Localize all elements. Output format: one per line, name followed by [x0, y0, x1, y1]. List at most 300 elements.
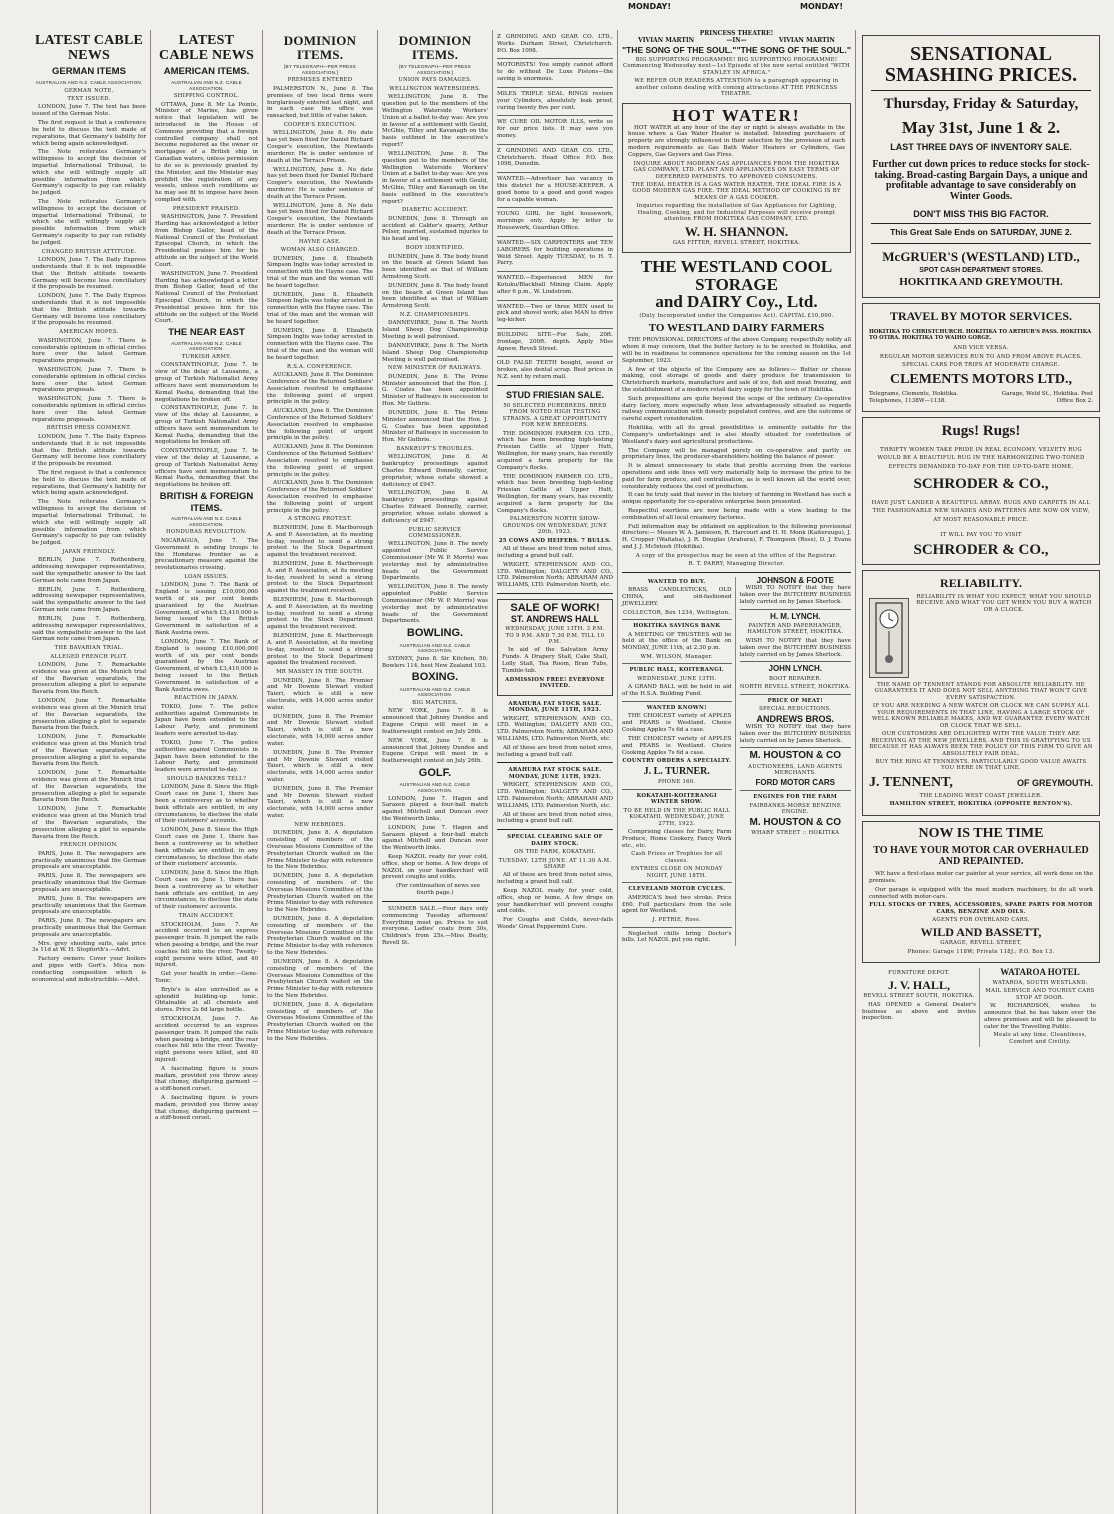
ad-line: RELIABILITY IS WHAT YOU EXPECT, WHAT YOU SHOULD RECEIVE AND WHAT YOU GET WHEN YOU BUY A WATCH OR A CLOCK. [916, 593, 1092, 613]
subhead: THE BAVARIAN TRIAL. [54, 645, 124, 652]
paragraph: It is almost unnecessary to state that profits accruing from the various operations and side lines will very materially help to increase the price to be paid for farm produce, and centralisation, as is well known all the world over, considerably reduces the cost of production. [622, 463, 851, 490]
paragraph: HOT WATER at any hour of the day or night is always available in the house where a Gas Water Heater is installed. Intending purchasers of property are strongly influenced in their selection by the provision of such modern requirements as Gas Bath Water Heaters or Cylinders, Gas Coppers, Gas Geysers and Gas Fires. [628, 124, 845, 158]
ad-title: W. H. SHANNON. [684, 223, 789, 239]
divider [622, 619, 732, 620]
subhead: R.S.A. CONFERENCE. [286, 363, 354, 370]
ad-title: ST. ANDREWS HALL [510, 613, 600, 624]
ad-title: PUBLIC HALL, KOITERANGI. [629, 667, 725, 674]
ad-line: OUR CUSTOMERS ARE DELIGHTED WITH THE VALUE THEY ARE RECEIVING AT THE NEW JEWELLERS, AND THIS IS GRATIFYING TO US BECAUSE IT HAS ALWAYS BEEN THE POLICY OF THIS FIRM TO GIVE AN ABSOLUTELY FAIR DEAL. [869, 731, 1093, 757]
ad-title: TRAVEL BY MOTOR SERVICES. [889, 308, 1073, 323]
divider [497, 271, 613, 272]
lower-left-ads [622, 577, 736, 946]
tennent-ad [862, 570, 1100, 816]
section-title: BOWLING. [406, 627, 464, 640]
paragraph: WELLINGTON, June 8. At bankruptcy proceedings against Charles Edward Donnelly, carrier, proprietor, whose estate showed a deficiency of £947. [382, 454, 488, 488]
theatre-line: WE REFER OUR READERS ATTENTION to a paragraph appearing in another column dealing with coming attractions AT THE PRINCESS THEATRE. [634, 78, 839, 98]
ad-title: J. L. TURNER. [643, 765, 710, 777]
divider [497, 207, 613, 208]
paragraph: DUNEDIN, June 8. The Premier and Mr Downie Stewart visited Taieri, which is still a new electorate, with 14,000 acres under water. [267, 713, 373, 747]
ad-line: PHONE 160. [657, 779, 696, 786]
paragraph: SYDNEY, June 8. Sir Kitchen, 50; Bowlers 114, best New Zealand 103. [382, 655, 488, 669]
paragraph: LONDON, June 7. Hagen and Sarazen played a four-ball match against Mitchell and Duncan over the Wentworth links. [382, 795, 488, 822]
ad-title: M. HOUSTON & CO [749, 816, 841, 828]
ad-line: BUY THE RING AT TENNENTS. PARTICULARLY GOOD VALUE AWAITS YOU HERE IN THAT LINE. [875, 758, 1087, 772]
subhead: NEW HEBRIDES. [294, 821, 346, 828]
divider [740, 790, 852, 791]
ad-title: TO HAVE YOUR MOTOR CAR OVERHAULED AND REPAINTED. [873, 845, 1089, 867]
paragraph: (For continuation of news see fourth page.) [395, 883, 481, 897]
ad-line: FAIRBANKS-MORSE BENZINE ENGINE. [749, 802, 842, 816]
ad-title: OF GREYMOUTH. [1017, 777, 1093, 788]
ad-line: J. PETRIE, Ross. [652, 917, 701, 924]
paragraph: PALMERSTON N., June 8. The premises of two local firms were burglariously entered last night, and in each case the office was ransacked, but little of value taken. [267, 85, 373, 120]
paragraph: LONDON, June 7. The Daily Express understands that it is not impossible that the British attitude towards Germany will become less conciliatory if the proposals be resumed. [32, 433, 146, 468]
paragraph: DUNEDIN, June 8. The body found on the beach at Green Island has been identified as that of William Armstrong Scott. [382, 253, 488, 280]
wild-bassett-ad [862, 821, 1100, 963]
ad-line: BOOT REPAIRER. [769, 675, 822, 682]
ad-line: REVELL STREET SOUTH, HOKITIKA. [863, 993, 975, 1000]
ad-line: IF YOU ARE NEEDING A NEW WATCH OR CLOCK WE CAN SUPPLY ALL YOUR REQUIREMENTS IN THAT LINE, HAVING A LARGE STOCK OF WELL KNOWN RELIABLE MAKES, AND WE GUARANTEE EVERY WATCH OR CLOCK THAT WE SELL. [872, 703, 1090, 729]
ad-line: THE NAME OF TENNENT STANDS FOR ABSOLUTE RELIABILITY. HE GUARANTEES IT AND DOES NOT SELL ANYTHING THAT WON'T GIVE EVERY SATISFACTION. [874, 681, 1088, 701]
ad-title: Thursday, Friday & Saturday, [883, 96, 1079, 112]
hot-water-ad [622, 103, 851, 253]
paragraph: LONDON, June 7. The Daily Express understands that it is not impossible that the British attitude towards Germany will become less conciliatory if the proposals be resumed. [32, 257, 146, 291]
paragraph: Neglected chills bring Doctor's bills. Let NAZOL put you right. [622, 930, 732, 944]
lower-right-ads [740, 577, 852, 946]
ad-line: SPECIAL REDUCTIONS. [759, 706, 832, 713]
paragraph: DUNEDIN, June 8. Through an accident at Calder's quarry, Arthur Pelser, married, sustained injuries to his head and leg. [382, 215, 488, 243]
star-in: —IN— [726, 37, 747, 45]
divider [497, 58, 613, 59]
classified-ad: OLD FALSE TEETH bought, sound or broken, also dental scrap. Best prices in N.Z. sent by return mail. [497, 360, 613, 381]
ad-line: REGULAR MOTOR SERVICES RUN TO AND FROM ABOVE PLACES. [879, 353, 1083, 360]
advertisement: Factory owners: Cover your boilers and pipes with Gort's. Mica non-conducting composition which is economical and indestructible.—Advt. [32, 956, 146, 983]
paragraph: The first request is that a conference be held to discuss the text made of reparations, that Germany's liability for which being again acknowledged. [32, 120, 146, 147]
paragraph: A MEETING OF TRUSTEES will be held at the office of the Bank on MONDAY, JUNE 11th, at 2.30 p.m. [622, 631, 732, 652]
company-line: (Duly Incorporated under the Companies Act). CAPITAL £10,000. [639, 313, 834, 320]
paragraph: WE have a first-class motor car painter at your service, all work done on the premises. [869, 871, 1093, 884]
divider [382, 901, 488, 902]
divider [622, 927, 732, 928]
divider [740, 694, 852, 695]
ad-title: M. HOUSTON & CO [749, 750, 841, 762]
paragraph: WELLINGTON, June 8. No date has yet been fixed for Daniel Richard Cooper's execution, the Newlands murderer. He is under sentence of death at the Terrace Prison. [267, 202, 373, 236]
ad-title: HOKITIKA AND GREYMOUTH. [899, 276, 1063, 289]
paragraph: WASHINGTON, June 7. There is considerable optimism in official circles here over the latest German reparations proposals. [32, 366, 146, 394]
sale-line: 50 SELECTED PUREBREDS. BRED FROM NOTED HIGH TESTING STRAINS. A GREAT OPPORTUNITY FOR NEW BREEDERS. [502, 402, 608, 429]
paragraph: PARIS, June 8. The newspapers are practically unanimous that the German proposals are unacceptable. [32, 850, 146, 871]
subhead: REACTION IN JAPAN. [174, 695, 239, 702]
paragraph: All of these are bred from noted sires, including a grand bull calf. [497, 811, 613, 825]
paragraph: PARIS, June 8. The newspapers are practically unanimous that the German proposals are unacceptable. [32, 918, 146, 938]
ad-line: Inquiries regarding the installation of Gas Appliances for Lighting, Heating, Cooking, and for Industrial Purposes will receive prompt attention FROM HOKITIKA GAS COMPANY, LTD. [636, 203, 837, 223]
company-title: and DAIRY Coy., Ltd. [655, 292, 818, 312]
paragraph: WASHINGTON, June 7. There is considerable optimism in official circles here over the latest German reparations proposals. [32, 337, 146, 365]
paragraph: DUNEDIN, June 8. The Premier and Mr Downie Stewart visited Taieri, which is still a new electorate, with 14,000 acres under water. [267, 785, 373, 820]
subhead: COOPER'S EXECUTION. [283, 121, 357, 128]
ad-line: FULL STOCKS OF TYRES, ACCESSORIES, SPARE PARTS FOR MOTOR CARS, BENZINE AND OILS. [869, 902, 1093, 915]
subhead: NEW MINISTER OF RAILWAYS. [387, 365, 483, 372]
paragraph: DANNEVIRKE, June 8. The North Island Sheep Dog Championship Meeting is well patronised. [382, 342, 488, 363]
ad-title: NOW IS THE TIME [918, 826, 1044, 842]
paragraph: In aid of the Salvation Army Funds. A Drapery Stall, Cake Stall, Lolly Stall, Tea Room, Bran Tubs, Tumble-tub. [502, 647, 608, 674]
ad-line: Cash Prizes or Trophies for all classes. [631, 851, 723, 864]
paragraph: LONDON, June 7. Remarkable evidence was given at the Munich trial of the Bavarian separatists, the prosecution alleging a plot to separate Bavaria from the Reich. [32, 662, 146, 696]
paragraph: A fascinating figure is yours madam, provided you throw away that clumsy, disfiguring garment — a stiff-boned corset. [155, 1065, 258, 1093]
paragraph: DUNEDIN, June 8. Elizabeth Simpson Inglis was today arrested in connection with the Hayne case. The trial of the man and the woman will be heard together. [267, 291, 373, 325]
subhead: CHANGED BRITISH ATTITUDE. [41, 248, 137, 255]
subhead: DIABETIC ACCIDENT. [402, 207, 468, 214]
contact-right: Garage, Weld St., Hokitika. Post Office Box 2. [1001, 391, 1093, 405]
section-title: BOXING. [411, 671, 459, 684]
ad-title: SENSATIONAL SMASHING PRICES. [884, 43, 1078, 86]
section-title: THE NEAR EAST [168, 327, 245, 339]
subhead: PUBLIC SERVICE COMMISSIONER. [408, 526, 462, 539]
divider [497, 328, 613, 329]
classified-ad: Z GRINDING AND GEAR CO. LTD., Christchurch. Head Office P.O. Box 1098, Dunedin. [497, 147, 613, 168]
column-2 [151, 30, 263, 1514]
ad-title: SCHRODER & CO., [913, 541, 1049, 558]
divider [871, 90, 1091, 91]
paragraph: WRIGHT, STEPHENSON AND CO., LTD. Wellington; DALGETY AND CO., LTD. Palmerston North; ABRAHAM AND WILLIAMS, LTD. Palmerston North, etc. [497, 715, 613, 742]
paragraph: A GRAND BALL will be held in aid of the H.S.A. Building Fund. [622, 684, 732, 698]
ad-line: Meals at any time. Cleanliness, Comfort and Civility. [993, 1032, 1087, 1045]
company-title: TO WESTLAND DAIRY FARMERS [648, 321, 825, 334]
subhead: PREMISES ENTERED [287, 77, 353, 84]
ad-line: IT WILL PAY YOU TO VISIT [940, 532, 1022, 539]
subhead: GERMAN NOTE. [64, 87, 114, 94]
ad-line: AUCTIONEERS, LAND AGENTS MERCHANTS. [748, 763, 843, 777]
paragraph: DANNEVIRKE, June 8. The North Island Sheep Dog Championship Meeting is well patronised. [382, 320, 488, 341]
paragraph: W. RICHARDSON, wishes to announce that he has taken over the above premises and will be pleased to cater for the Travelling Public. [984, 1003, 1096, 1030]
paragraph: WISH TO NOTIFY that they have taken over the BUTCHERY BUSINESS lately carried on by James Sherlock. [739, 723, 851, 744]
divider [497, 593, 613, 594]
subhead: A STRONG PROTEST. [287, 516, 352, 523]
divider [871, 243, 1091, 244]
paragraph: Such propositions are quite beyond the scope of the ordinary Co-operative dairy factory, more especially when less advantageously situated as regards railway communication with densely populated centres, and are the outcome of careful expert consideration. [622, 395, 851, 423]
subhead: BIG MATCHES. [412, 699, 458, 706]
classified-ad: WE CURE OIL MOTOR ILLS, write us for our price lists. It may save you money. [497, 119, 613, 139]
paragraph: The Note reiterates Germany's willingness to accept the decision of impartial International Tribunal, to which she will willingly supply all possible information from which Germany's capacity to pay can reliably be judged. [32, 149, 146, 197]
ad-title: SCHRODER & CO., [913, 476, 1049, 493]
column-6 [618, 30, 856, 1514]
section-title: GERMAN ITEMS [52, 66, 126, 78]
paragraph: The Note reiterates Germany's willingness to accept the decision of impartial International Tribunal, to which she will willingly supply all possible information from which Germany's capacity to pay can reliably be judged. [32, 199, 146, 246]
hall-ad [862, 968, 980, 1047]
divider [740, 747, 852, 748]
classified-ad: WANTED.—Two or three MEN used to pick and shovel work; also MAN to drive leg-kicker. [497, 303, 613, 324]
paragraph: The Company will be managed purely on co-operative and partly on proprietary lines, the producer-shareholders holding the balance of power. [622, 447, 851, 461]
headline: LATEST CABLE NEWS [34, 33, 144, 63]
paragraph: THE CHOICEST variety of APPLES and PEARS is Westland. Choice Cooking Apples 7s 6d a case. [622, 735, 732, 756]
company-line: A copy of the prospectus may be seen at the office of the Registrar. [635, 552, 838, 559]
paragraph: NEW YORK, June 7. It is announced that Johnny Dundee and Eugene Criqui will meet in a featherweight contest on July 26th. [382, 708, 488, 735]
assoc-line: AUSTRALIAN AND N.Z. CABLE ASSOCIATION. [399, 782, 471, 793]
ad-line: THRIFTY WOMEN TAKE PRIDE IN REAL ECONOMY. VELVETY RUG WOULD BE A BEAUTIFUL RUG IN THE HARMONIZING TWO-TONED EFFECTS DEMANDED TO-DAY FOR THE UP-TO-DATE HOME. [877, 446, 1085, 470]
subhead: TURKISH ARMY. [181, 354, 232, 360]
paragraph: LONDON, June 7. The Bank of England is issuing £10,000,000 worth of six per cent bonds guaranteed by the Austrian Government, of which £3,410,000 is being issued to the British Government in satisfaction of a Bank Austria owes. [155, 582, 258, 637]
rugs-ad [862, 417, 1100, 566]
paragraph: DUNEDIN, June 8. The Premier and Mr Downie Stewart visited Taieri, which is still a new electorate, with 14,000 acres under water. [267, 749, 373, 783]
ad-title: ANDREWS BROS. [756, 713, 834, 724]
paragraph: AUCKLAND, June 8. The Dominion Conference of the Returned Soldiers' Association resolved to emphasise the following point of urgent principle in the policy. [267, 444, 373, 478]
paragraph: Bryle's is also unrivalled as a splendid building-up tonic. Obtainable at all chemists and stores. Price 2s 6d large bottle. [155, 986, 258, 1014]
paragraph: WASHINGTON, June 7. President Harding has acknowledged a letter from Bishop Gailor, head of the National Council of the Protestant Episcopal Church, in which the Presidential praises him for his attitude on the subject of the World Court. [155, 270, 258, 325]
ad-title: May 31st, June 1 & 2. [901, 117, 1061, 137]
advertisement: SUMMER SALE.—Four days only commencing Tuesday afternoon! Everything must go. Prices to suit everyone. Ladies' coats from 30s, Children's from 25s.—Miss Beatty, Revell St. [382, 905, 488, 946]
paragraph: LONDON, June 7. Remarkable evidence was given at the Munich trial of the Bavarian separatists, the prosecution alleging a plot to separate Bavaria from the Reich. [32, 770, 146, 804]
paragraph: LONDON, June 8. Since the High Court case on June 1, there has been a controversy as to whether bank officials are entitled, in any circumstances, to disclose the state of their customers' accounts. [155, 784, 258, 825]
sale-line: TUESDAY, 12TH JUNE. AT 11.30 A.M. SHARP. [498, 857, 612, 870]
assoc-line: AUSTRALIAN AND N.Z. CABLE ASSOCIATION. [171, 516, 242, 527]
paragraph: All of these are bred from noted sires, including a grand bull calf. [497, 744, 613, 758]
theatre-name: PRINCESS THEATRE! [699, 30, 774, 37]
subhead: HAYNE CASE. [298, 238, 342, 245]
ad-title: LAST THREE DAYS OF INVENTORY SALE. [890, 141, 1072, 152]
ad-title: Rugs! Rugs! [941, 422, 1021, 439]
ad-line: ENTRIES CLOSE ON MONDAY NIGHT, JUNE 18TH. [630, 866, 723, 879]
paragraph: WISH TO NOTIFY that they have taken over the BUTCHERY BUSINESS lately carried on by James Sherlock. [739, 637, 851, 658]
ad-title: WANTED KNOWN! [646, 705, 707, 711]
classified-ad: Z GRINDING AND GEAR CO. LTD., Works Durham Street, Christchurch. P.O. Box 1098. [497, 34, 613, 54]
film-title: "THE SONG OF THE SOUL." [622, 44, 737, 55]
paragraph: DUNEDIN, June 8. Elizabeth Simpson Inglis was today arrested in connection with the Hayne case. The trial of the man and the woman will be heard together. [267, 255, 373, 289]
ad-title: CLEVELAND MOTOR CYCLES. [628, 886, 726, 893]
paragraph: WRIGHT, STEPHENSON AND CO., LTD. Wellington; DALGETY AND CO., LTD. Palmerston North; ABRAHAM AND WILLIAMS, LTD. Palmerston North, etc. [497, 782, 613, 809]
ad-title: WANTED TO BUY. [647, 578, 706, 585]
paragraph: Keep NAZOL ready for your cold, office, shop or home. A few drops of NAZOL on your handkerchief will prevent coughs and colds. [382, 854, 488, 881]
paragraph: LONDON, June 7. Remarkable evidence was given at the Munich trial of the Bavarian separatists, the prosecution alleging a plot to separate Bavaria from the Reich. [32, 698, 146, 732]
mcgruers-ad [862, 35, 1100, 298]
ad-line: TO BE HELD IN THE PUBLIC HALL KOKATAHI. WEDNESDAY, JUNE 27TH, 1923. [623, 807, 730, 827]
subhead: PRESIDENT PRAISED. [172, 205, 241, 212]
ad-line: Phones: Garage 118W; Private 118J.; P.O. Box 13. [907, 948, 1055, 955]
ad-line: WHARF STREET :: HOKITIKA [751, 830, 840, 837]
ad-line: HAVE JUST LANDED A BEAUTIFUL ARRAY. RUGS AND CARPETS IN ALL THE FASHIONABLE NEW SHADES AND PATTERNS ARE NOW ON VIEW, AT MOST REASONABLE PRICE. [871, 499, 1091, 523]
subhead: FRENCH OPINION. [59, 842, 119, 849]
assoc-line: AUSTRALIAN AND N.Z. CABLE ASSOCIATION. [399, 686, 471, 698]
paragraph: THE DOMINION FARMER CO. LTD., which has been breeding high-testing Friesian Cattle at Upper Hutt, Wellington, for many years, has recently acquired a farm property for the Company's flocks. [497, 473, 613, 514]
ad-title: DON'T MISS THIS BIG FACTOR. [913, 209, 1049, 220]
headline: DOMINION ITEMS. [398, 33, 472, 62]
paragraph: LONDON, June 7. Hagen and Sarazen played a four-ball match against Mitchell and Duncan over the Wentworth links. [382, 824, 488, 852]
paragraph: Keep NAZOL ready for your cold, office, shop or home. A few drops on your handkerchief will prevent coughs and colds. [497, 888, 613, 915]
ad-line: AGENTS FOR OVERLAND CARS. [932, 917, 1030, 924]
paragraph: A fascinating figure is yours madam, provided you throw away that clumsy, disfiguring garment — a stiff-boned corset. [155, 1095, 258, 1122]
column-7 [856, 30, 1106, 1514]
assoc-line: AUSTRALIAN AND N.Z. CABLE ASSOCIATION. [171, 79, 242, 91]
tennent-name-row [869, 776, 1093, 791]
ad-title: CLEMENTS MOTORS LTD., [889, 371, 1073, 387]
headline: DOMINION ITEMS. [283, 33, 357, 62]
ad-title: This Great Sale Ends on SATURDAY, JUNE 2. [890, 227, 1072, 238]
sale-line: PALMERSTON NORTH SHOW-GROUNDS ON WEDNESDAY, JUNE 20th, 1923. [502, 516, 608, 536]
subhead: UNION PAYS DAMAGES. [398, 77, 472, 84]
paragraph: Comprising classes for Dairy, Farm Produce, Home Cookery, Fancy Work etc., etc. [622, 829, 732, 849]
masthead [0, 0, 1114, 30]
ad-line: GARAGE, REVELL STREET, [940, 940, 1022, 947]
sale-line: ARAHURA FAT STOCK SALE. MONDAY, JUNE 11TH, 1923. [508, 700, 602, 714]
ad-line: WEDNESDAY, JUNE 13TH. [637, 675, 717, 682]
paragraph: WASHINGTON, June 7. There is considerable optimism in official circles here over the latest German reparations proposals. [32, 396, 146, 423]
divider [497, 829, 613, 830]
paragraph: DUNEDIN, June 8. The Prime Minister announced that the Hon. J. G. Coates has been appointed Minister of Railways in succession to Hon. Mr Guthrie. [382, 373, 488, 408]
paragraph: Our garage is equipped with the most modern machinery, to do all work connected with motor-cars. [869, 886, 1093, 900]
divider [740, 661, 852, 662]
ad-line: THE IDEAL HEATER IS A GAS WATER HEATER. THE IDEAL FIRE IS A GOOD MODERN GAS FIRE. THE IDEAL METHOD OF COOKING IS BY MEANS OF A GAS COOKER. [631, 181, 842, 201]
divider [497, 385, 613, 386]
divider [497, 762, 613, 763]
ad-line: ADMISSION FREE! EVERYONE INVITED. [505, 676, 605, 690]
paragraph: CONSTANTINOPLE, June 7. In view of the delay at Lausanne, a group of Turkish Nationalist Army officers have sent memorandum to Kemal Pasha, demanding that the negotiations be broken off. [155, 362, 258, 403]
ad-line: SPECIAL CARS FOR TRIPS AT MODERATE CHARGE. [902, 362, 1060, 369]
paragraph: Get your health in order.—Gene-Tonic. [155, 971, 258, 984]
ad-line: COLLECTOR, Box 1234, Wellington. [623, 609, 731, 616]
ad-line: PAINTER AND PAPERHANGER, HAMILTON STREET, HOKITIKA. [747, 623, 844, 636]
paragraph: AUCKLAND, June 8. The Dominion Conference of the Returned Soldiers' Association resolved to emphasise the following point of urgent principle in the policy. [267, 480, 373, 514]
ad-line: GAS FITTER, REVELL STREET, HOKITIKA. [672, 240, 801, 247]
paragraph: BERLIN, June 7. Rothenberg, addressing newspaper representatives, said the sympathetic answer to the last German note came from Japan. [32, 615, 146, 643]
paragraph: DUNEDIN, June 8. The Prime Minister announced that the Hon. J. G. Coates has been appointed Minister of Railways in succession to Hon. Mr Guthrie. [382, 409, 488, 444]
divider [871, 223, 1091, 224]
subhead: SHOULD BANKERS TELL? [166, 775, 247, 782]
paragraph: DUNEDIN, June 8. Elizabeth Simpson Inglis was today arrested in connection with the Hayne case. The trial of the man and the woman will be heard together. [267, 327, 373, 361]
paragraph: DUNEDIN, June 8. A deputation consisting of members of the Overseas Missions Committee of the Presbyterian Church waited on the Prime Minister to-day with reference to the New Hebrides. [267, 916, 373, 957]
ad-line: FURNITURE DEPOT. [888, 970, 950, 977]
divider [740, 609, 852, 610]
subhead: JAPAN FRIENDLY. [62, 548, 116, 555]
subhead: SHIPPING CONTROL. [173, 93, 240, 100]
paragraph: CONSTANTINOPLE, June 7. In view of the delay at Lausanne, a group of Turkish Nationalist Army officers have sent memorandum to Kemal Pasha, demanding that the negotiations be broken off. [155, 405, 258, 446]
divider [622, 701, 732, 702]
subhead: BRITISH PRESS COMMENT. [46, 425, 132, 432]
ad-title: J. V. HALL, [888, 977, 950, 992]
ad-line: PRICE OF MEAT! [767, 697, 823, 704]
paragraph: TOKIO, June 7. The police authorities against Communists in Japan have been extended to the Labour Party, and prominent leaders were arrested to-day. [155, 703, 258, 738]
film-title: "THE SONG OF THE SOUL." [736, 44, 851, 55]
paragraph: OTTAWA, June 8. Mr La Pointe, Minister of Marine, has given notice that legislation will be introduced in the House of Commons providing that a foreign controlled company shall not become registered as the owner or mortgagee of a British ship in Canadian waters, unless permission to do so is previously granted by the Minister, and the Minister may prohibit the registration of any vessels, unless such conditions as he may see fit to impose have been complied with. [155, 101, 258, 203]
paragraph: WASHINGTON, June 7. President Harding has acknowledged a letter from Bishop Gailor, head of the National Council of the Protestant Episcopal Church, in which the Presidential praises him for his attitude on the subject of the World Court. [155, 214, 258, 268]
paragraph: The Note reiterates Germany's willingness to accept the decision of impartial International Tribunal, to which she will willingly supply all possible information from which Germany's capacity to pay can reliably be judged. [32, 499, 146, 547]
classified-ad: WANTED.—SIX CARPENTERS and TEN LABORERS for building operations in Weld Street. Apply TUESDAY, to H. T. Parry. [497, 239, 613, 267]
paragraph: For Coughs and Colds, never-fails Woods' Great Peppermint Cure. [497, 917, 613, 931]
classified-ad: MOTORISTS! You simply cannot afford to do without De Luxe Pistons—the saving is enormous. [497, 62, 613, 83]
ad-line: NORTH REVELL STREET, HOKITIKA. [739, 684, 851, 691]
paragraph: AUCKLAND, June 8. The Dominion Conference of the Returned Soldiers' Association resolved to emphasise the following point of urgent principle in the policy. [267, 408, 373, 442]
theatre-stars [622, 37, 851, 44]
motor-services-ad [862, 303, 1100, 412]
ad-line: THE LEADING WEST COAST JEWELLER. [919, 792, 1043, 799]
ad-line: MAIL SERVICE AND TOURIST CARS STOP AT DOOR. [985, 988, 1095, 1001]
paragraph: BLENHEIM, June 8. Marlborough A. and P. Association, at its meeting to-day, resolved to send a strong protest to the Stock Department against the treatment received. [267, 597, 373, 631]
subhead: AMERICAN HOPES. [59, 329, 119, 336]
paragraph: STOCKHOLM, June 7. An accident occurred to an express passenger train. It jumped the rails when passing a bridge, and the rear coaches fell into the river. Twenty-eight persons were killed, and 40 injured. [155, 1016, 258, 1063]
divider [497, 356, 613, 357]
ad-title: J. TENNENT, [869, 774, 953, 790]
subhead: WOMAN ALSO CHARGED. [280, 247, 360, 254]
divider [497, 172, 613, 173]
ad-line: COUNTRY ORDERS A SPECIALTY. [622, 758, 732, 765]
paragraph: WRIGHT, STEPHENSON AND CO., LTD. Wellington; DALGETY AND CO., LTD. Palmerston North; ABRAHAM AND WILLIAMS, LTD. Palmerston North, etc. [497, 561, 613, 589]
ad-line: WATAROA, SOUTH WESTLAND. [992, 979, 1088, 986]
company-title: THE WESTLAND COOL STORAGE [640, 256, 833, 294]
wataroa-ad [984, 968, 1096, 1047]
ad-title: WILD AND BASSETT, [920, 924, 1042, 939]
paragraph: Respectful exertions are now being made with a view leading to the combination of all local creamery factories. [622, 508, 851, 521]
assoc-line: AUSTRALIAN AND N.Z. CABLE ASSOCIATION. [399, 642, 471, 654]
column-5 [493, 30, 618, 1514]
paragraph: THE CHOICEST variety of APPLES and PEARS is Westland. Choice Cooking Apples 7s 6d a case. [622, 713, 732, 734]
paragraph: WELLINGTON, June 8. The newly appointed Public Service Commissioner (Mr W. P. Morris) was yesterday met by administrative heads of the Government Departments. [382, 584, 488, 625]
ad-line: INQUIRE ABOUT MODERN GAS APPLIANCES FROM THE HOKITIKA GAS COMPANY, LTD. PLANT AND APPLIANCES ON EASY TERMS OF DEFERRED PAYMENTS. TO APPROVED CONSUMERS. [633, 160, 840, 180]
ad-title: McGRUER'S (WESTLAND) LTD., [882, 249, 1080, 265]
assoc-line: [BY TELEGRAPH—PER PRESS ASSOCIATION.] [399, 64, 471, 75]
paragraph: DUNEDIN, June 8. A deputation consisting of members of the Overseas Missions Committee of the Presbyterian Church waited on the Prime Minister to-day with reference to the New Hebrides. [267, 873, 373, 914]
paragraph: WELLINGTON, June 8. The newly appointed Public Service Commissioner (Mr W. P. Morris) was yesterday met by administrative heads of the Government Departments. [382, 541, 488, 582]
paragraph: DUNEDIN, June 8. The body found on the beach at Green Island has been identified as that of William Armstrong Scott. [382, 282, 488, 310]
subhead: HONDURAS REVOLUTION. [165, 529, 247, 536]
paragraph: CONSTANTINOPLE, June 7. In view of the delay at Lausanne, a group of Turkish Nationalist Army officers have sent memorandum to Kemal Pasha, demanding that the negotiations be broken off. [155, 448, 258, 489]
paragraph: BLENHEIM, June 8. Marlborough A. and P. Association, at its meeting to-day, resolved to send a strong protest to the Stock Department against the treatment received. [267, 633, 373, 667]
subhead: TRAIN ACCIDENT. [178, 913, 235, 920]
ad-line: WEDNESDAY, JUNE 13TH. 3 P.M. TO 9 P.M. AND 7.30 P.M. TILL 10 P.M. [505, 626, 605, 645]
clock-icon [869, 598, 909, 678]
theatre-line: BIG SUPPORTING PROGRAMME! BIG SUPPORTING PROGRAMME! Commencing Wednesday next—1st Episode of the new serial entitled "WITH STANLEY IN AFRICA." [622, 56, 851, 76]
ad-title: HOKITIKA SAVINGS BANK [633, 623, 721, 630]
divider [622, 663, 732, 664]
clock-illustration [870, 599, 908, 677]
divider [497, 300, 613, 301]
section-title: BRITISH & FOREIGN ITEMS. [159, 491, 254, 514]
column-4 [378, 30, 493, 1514]
lower-ads [622, 577, 851, 946]
star-name: VIVIAN MARTIN [638, 37, 695, 45]
divider [497, 115, 613, 116]
ad-line: WM. WILSON, Manager. [640, 654, 713, 661]
sale-of-work-ad [497, 599, 613, 696]
divider [622, 572, 851, 573]
subhead: WELLINGTON WATERSIDERS. [389, 85, 481, 92]
ad-title: RELIABILITY. [940, 576, 1022, 591]
paragraph: LONDON, June 7. The text has been issued of the German Note. [32, 104, 146, 118]
paragraph: WELLINGTON, June 8. The question put to the members of the Wellington Waterside Workers' Union at a ballot to-day was: Are you in favour of a settlement with Gould, McGhie, Tilley and Kavanagh on the basis outlined in the executive's report? [382, 150, 488, 205]
paragraph: WELLINGTON, June 8. No date has yet been fixed for Daniel Richard Cooper's execution, the Newlands murderer. He is under sentence of death at the Terrace Prison. [267, 166, 373, 200]
sale-line: ARAHURA FAT STOCK SALE. MONDAY, JUNE 11TH, 1923. [508, 767, 602, 780]
divider [497, 87, 613, 88]
subhead: BANKRUPT'S TROUBLES. [396, 445, 474, 452]
sale-title: STUD FRIESIAN SALE. [505, 389, 604, 400]
column-3 [263, 30, 378, 1514]
section-title: AMERICAN ITEMS. [163, 66, 250, 78]
paragraph: BERLIN, June 7. Rothenberg, addressing newspaper representatives, said the sympathetic answer to the last German note came from Japan. [32, 557, 146, 584]
company-line: R. T. PARRY, Managing Director. [688, 561, 785, 568]
contact-left: Telegrams, Clements, Hokitika. Telephones, 1138W—1138. [869, 391, 959, 405]
subhead: TEXT ISSUED. [67, 96, 111, 102]
ad-line: AND VICE VERSA. [953, 345, 1009, 352]
paragraph: NEW YORK, June 7. It is announced that Johnny Dundee and Eugene Criqui will meet in a featherweight contest on July 26th. [382, 737, 488, 765]
classified-ad: MILES TRIPLE SEAL RINGS restore your Cylinders, absolutely leak proof, curing twenty five per cent. [497, 90, 613, 111]
ad-title: SPOT CASH DEPARTMENT STORES. [919, 267, 1043, 275]
paragraph: A few of the objects of the Company are as follows:— Butter or cheese making, cool storage of goods and dairy produce for transmission to Christchurch markets, manufacture and sale of ice, fish and meat freezing, and the establishment of a modern retail dairy supply for the town of Hokitika. [622, 366, 851, 393]
paragraph: It can be truly said that never in the history of farming in Westland has such a unique opportunity for co-operative enterprise been presented. [622, 492, 851, 506]
paragraph: WISH TO NOTIFY that they have taken over the BUTCHERY BUSINESS lately carried on by James Sherlock. [739, 585, 851, 605]
paragraph: The first request is that a conference be held to discuss the text made of reparations, that Germany's liability for which being again acknowledged. [32, 470, 146, 497]
classified-ad: WANTED.—Advertiser has vacancy in this district for a HOUSE-KEEPER. A good home to a good and good wages for a capable woman. [497, 176, 613, 203]
paragraph: AMERICA'S best two stroke. Price £60. Full particulars from the sole agent for Westland. [622, 894, 732, 915]
subhead: BODY IDENTIFIED. [405, 245, 465, 252]
film-titles [622, 45, 851, 55]
paragraph: LONDON, June 7. Remarkable evidence was given at the Munich trial of the Bavarian separatists, the prosecution alleging a plot to separate Bavaria from the Reich. [32, 806, 146, 840]
